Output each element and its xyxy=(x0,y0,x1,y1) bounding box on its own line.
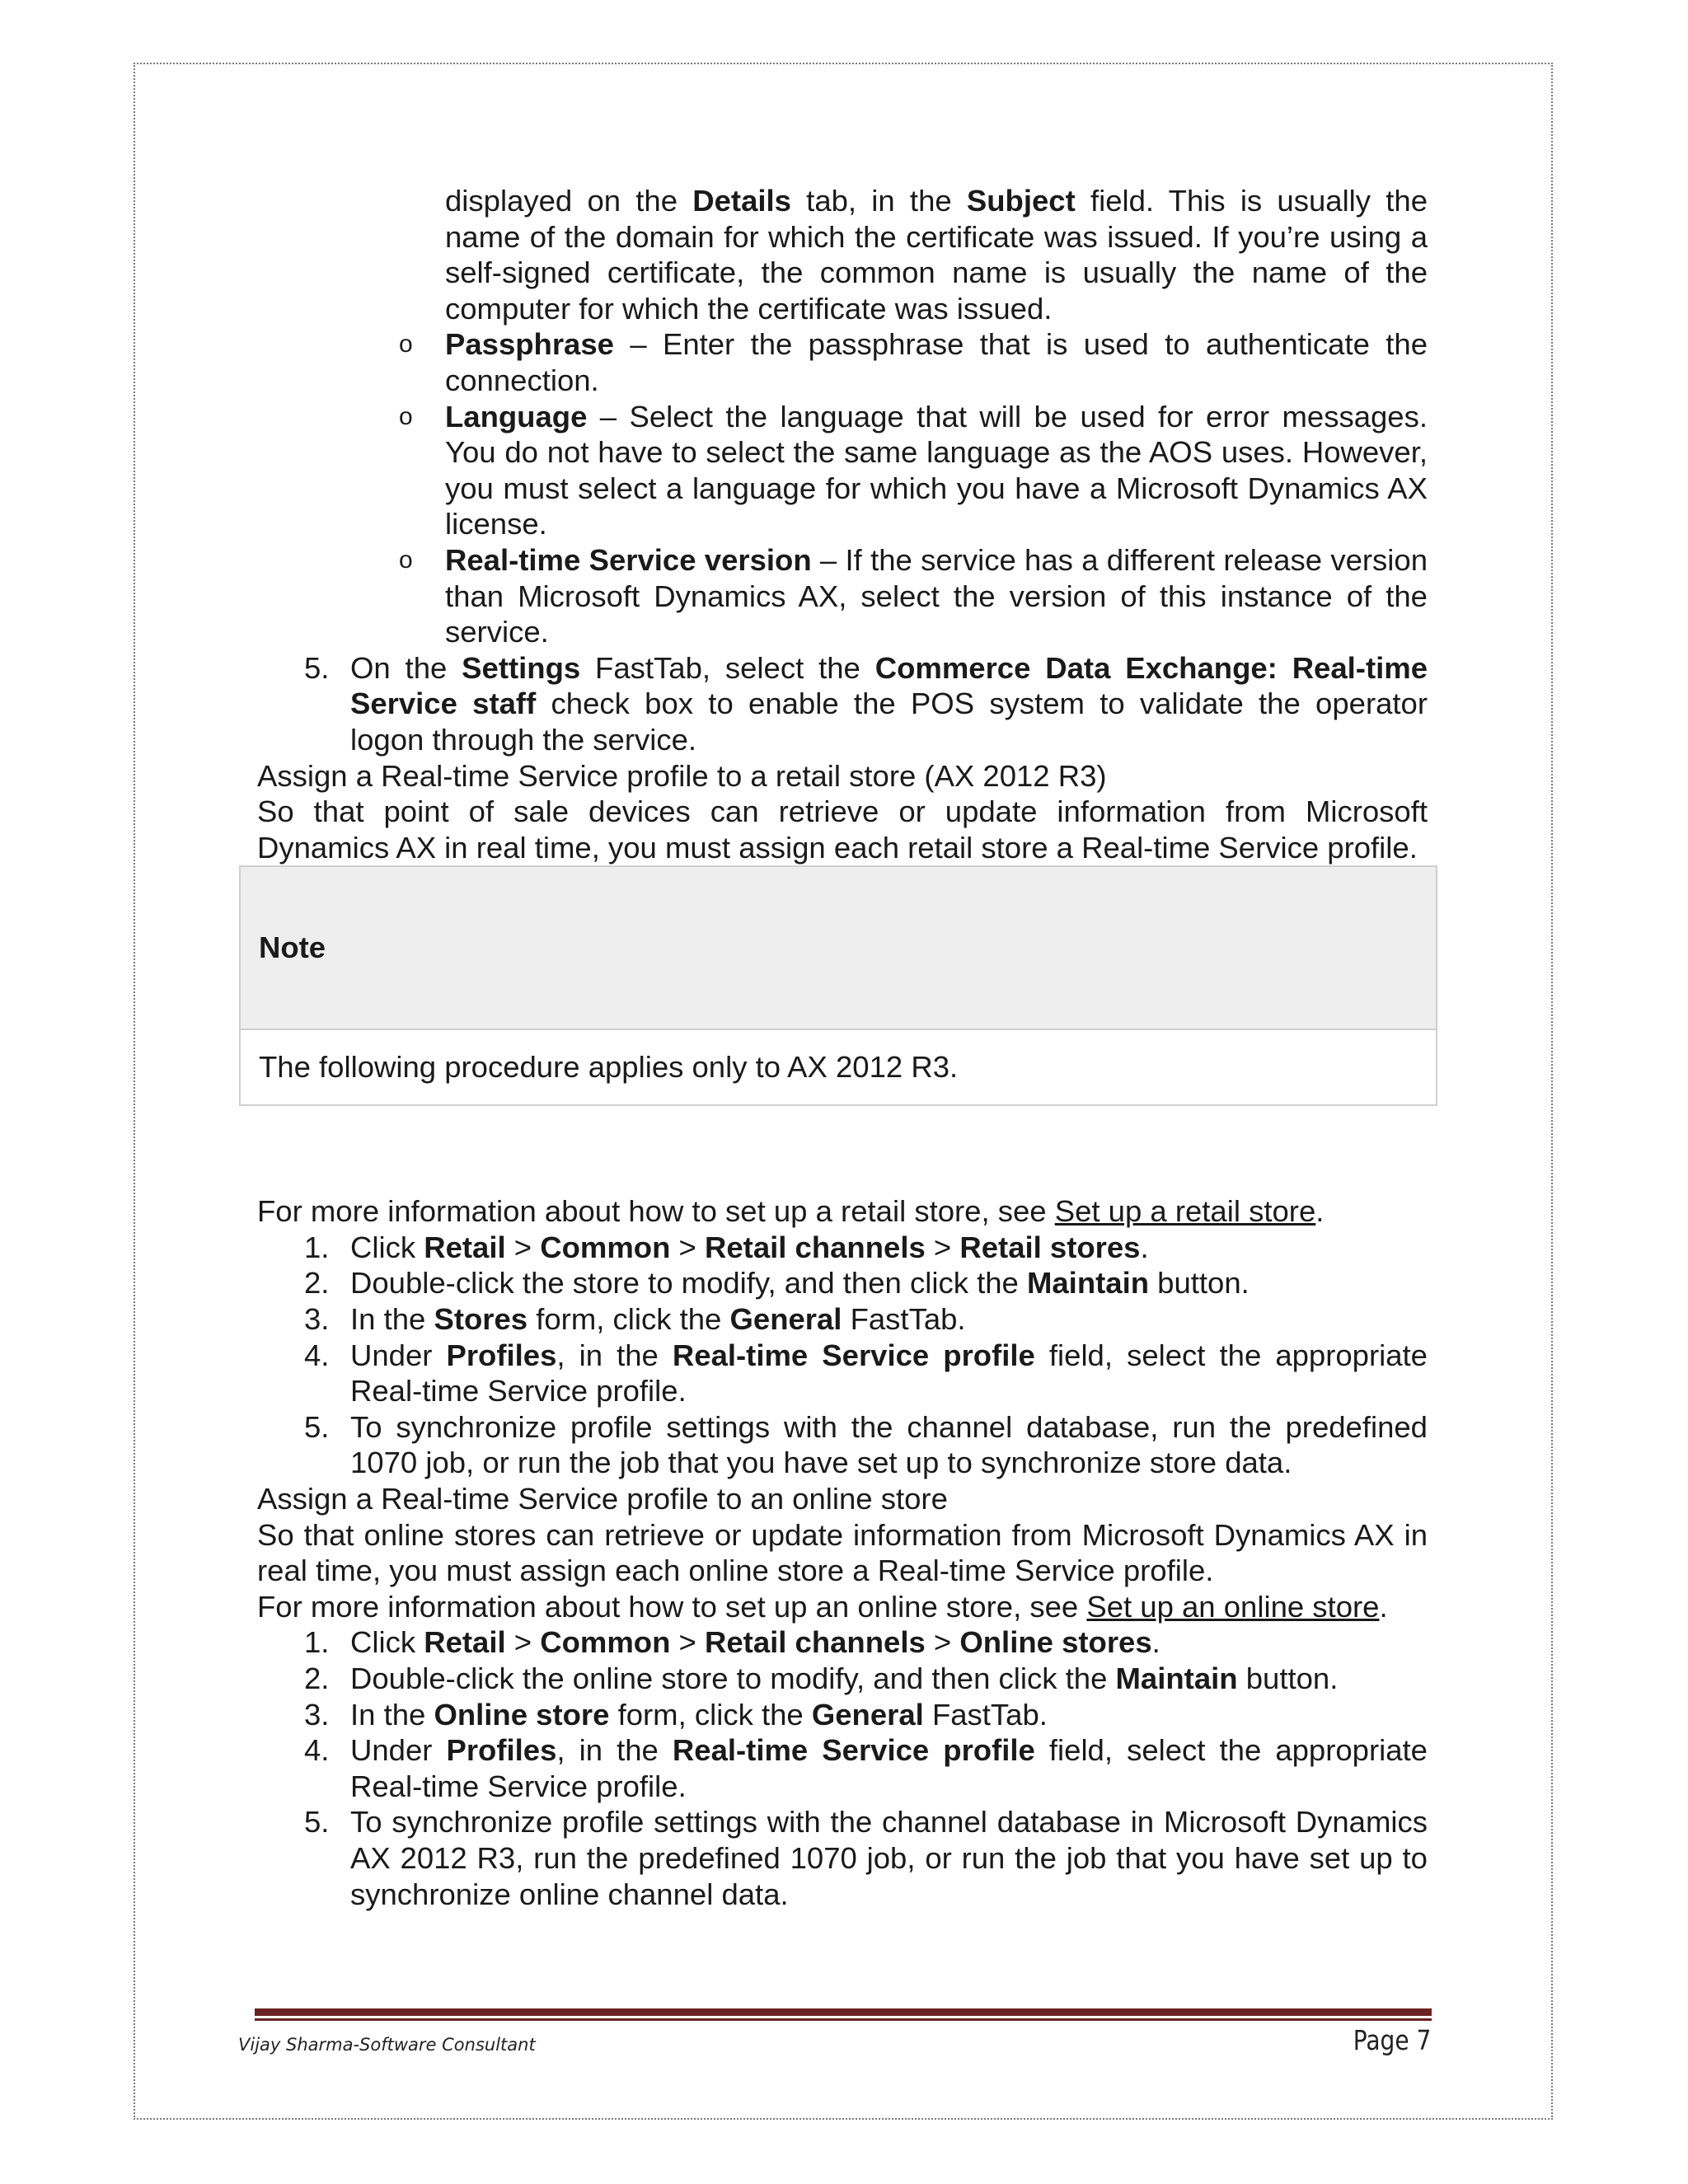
text-run: > xyxy=(925,1625,960,1660)
circle-bullet-icon: o xyxy=(399,330,413,359)
list-item xyxy=(304,1409,1428,1481)
note-box xyxy=(239,865,1437,1106)
list-number: 5. xyxy=(304,650,330,685)
text-run: . xyxy=(1140,1230,1149,1264)
common-name-continuation xyxy=(445,183,1428,326)
list-number: 3. xyxy=(304,1302,330,1337)
text-run: To synchronize profile settings with the channel database, run the predefined 1070 job, or run the job that you have set up to synchronize store data. xyxy=(350,1409,1428,1480)
text-run: > xyxy=(670,1625,705,1660)
document-body xyxy=(257,183,1428,1912)
list-number: 1. xyxy=(304,1230,330,1264)
online-store-step-list xyxy=(304,1624,1428,1912)
bold-term: Passphrase xyxy=(445,327,614,362)
bold-term: Online stores xyxy=(959,1625,1152,1660)
text-run: Click xyxy=(350,1625,424,1660)
bold-term: Real-time Service profile xyxy=(672,1338,1035,1372)
text-run: FastTab, select the xyxy=(580,650,875,685)
list-number: 4. xyxy=(304,1733,330,1768)
text-run: FastTab. xyxy=(842,1302,966,1337)
text-run: > xyxy=(505,1230,541,1264)
bold-term: Maintain xyxy=(1026,1266,1150,1301)
bold-term: Maintain xyxy=(1115,1661,1238,1695)
text-run: Double-click the store to modify, and then click the xyxy=(350,1266,1027,1301)
text-run: button. xyxy=(1237,1661,1339,1695)
footer-author: Vijay Sharma-Software Consultant xyxy=(238,2035,536,2055)
spacer xyxy=(257,1106,1428,1193)
list-number: 5. xyxy=(304,1805,330,1840)
more-info-retail-store xyxy=(257,1193,1428,1230)
text-run: > xyxy=(670,1230,705,1264)
list-number: 2. xyxy=(304,1266,330,1301)
list-item xyxy=(304,650,1428,758)
text-run: In the xyxy=(350,1697,434,1732)
bold-term: Retail xyxy=(424,1230,506,1264)
list-number: 2. xyxy=(304,1661,330,1695)
settings-step-list xyxy=(304,650,1428,758)
text-run: – Select the language that will be used for error messages. You do not have to select the same language as the AOS uses. However, you must select a language for which you have a Microsoft Dynamics AX license. xyxy=(445,399,1428,541)
text-run: Under xyxy=(350,1338,447,1372)
section-heading-online-store: Assign a Real-time Service profile to an online store xyxy=(257,1482,948,1516)
text-run: tab, in the xyxy=(790,184,967,218)
list-number: 3. xyxy=(304,1697,330,1732)
list-number: 5. xyxy=(304,1409,330,1444)
text-run: In the xyxy=(350,1302,434,1337)
text-run: For more information about how to set up an online store, see xyxy=(257,1589,1087,1624)
text-run: field. This is usually the name of the domain for which the certificate was issued. If you’re using a self-signed certificate, the common name is usually the name of the computer for which the certificate was issued. xyxy=(445,184,1428,326)
bold-term: Subject xyxy=(966,184,1076,218)
bold-term: Profiles xyxy=(446,1338,557,1372)
list-item xyxy=(304,1732,1428,1804)
sub-list xyxy=(399,183,1428,650)
list-item xyxy=(304,1338,1428,1409)
sub-item-service-version xyxy=(399,542,1428,650)
bold-term: Retail channels xyxy=(705,1230,926,1264)
list-item xyxy=(304,1804,1428,1912)
setup-retail-store-link[interactable]: Set up a retail store xyxy=(1054,1194,1316,1229)
text-run: On the xyxy=(350,650,462,685)
bold-term: Stores xyxy=(434,1302,528,1337)
text-run: Click xyxy=(350,1230,424,1264)
text-run: For more information about how to set up a retail store, see xyxy=(257,1194,1055,1229)
bold-term: Settings xyxy=(462,650,581,685)
circle-bullet-icon: o xyxy=(399,546,413,574)
section-heading-retail-store: Assign a Real-time Service profile to a retail store (AX 2012 R3) xyxy=(257,758,1107,793)
text-run: , in the xyxy=(556,1733,673,1768)
more-info-online-store xyxy=(257,1589,1428,1625)
bold-term: Retail channels xyxy=(705,1625,926,1660)
text-run: form, click the xyxy=(609,1697,812,1732)
text-run: displayed on the xyxy=(445,184,693,218)
text-run: . xyxy=(1151,1625,1160,1660)
footer-rule-thick xyxy=(255,2008,1432,2016)
list-number: 1. xyxy=(304,1625,330,1660)
text-run: . xyxy=(1315,1194,1325,1229)
text-run: To synchronize profile settings with the channel database in Microsoft Dynamics AX 2012 R3, run the predefined 1070 job, or run the job that you have set up to synchronize online channel data. xyxy=(350,1805,1428,1911)
list-item xyxy=(304,1265,1428,1301)
bold-term: Retail stores xyxy=(959,1230,1141,1264)
list-item xyxy=(304,1624,1428,1661)
text-run: button. xyxy=(1149,1266,1250,1301)
bold-term: Profiles xyxy=(446,1733,557,1768)
text-run: > xyxy=(925,1230,960,1264)
sub-item-language xyxy=(399,399,1428,542)
retail-store-step-list xyxy=(304,1230,1428,1481)
bold-term: General xyxy=(811,1697,924,1732)
setup-online-store-link[interactable]: Set up an online store xyxy=(1086,1589,1380,1624)
list-item xyxy=(304,1230,1428,1266)
section-intro-retail-store: So that point of sale devices can retrieve or update information from Microsoft Dynamics AX in real time, you must assign each retail store a Real-time Service profile. xyxy=(257,794,1428,865)
sub-item-passphrase xyxy=(399,326,1428,398)
footer-rule-thin xyxy=(255,2018,1432,2021)
bold-term: Language xyxy=(445,399,588,434)
text-run: Double-click the online store to modify, and then click the xyxy=(350,1661,1116,1695)
text-run: check box to enable the POS system to validate the operator logon through the service. xyxy=(350,687,1428,757)
text-run: form, click the xyxy=(528,1302,730,1337)
text-run: Under xyxy=(350,1733,447,1768)
bold-term: Common xyxy=(540,1230,671,1264)
bold-term: Real-time Service profile xyxy=(672,1733,1035,1768)
text-run: field, select the appropriate Real-time Service profile. xyxy=(350,1338,1428,1408)
page-number: Page 7 xyxy=(1353,2024,1431,2056)
text-run: field, select the appropriate Real-time Service profile. xyxy=(350,1733,1428,1803)
bold-term: Online store xyxy=(434,1697,610,1732)
list-item xyxy=(304,1661,1428,1697)
text-run: > xyxy=(505,1625,541,1660)
list-number: 4. xyxy=(304,1338,330,1372)
footer-rule xyxy=(255,2008,1432,2021)
note-text: The following procedure applies only to AX 2012 R3. xyxy=(259,1050,959,1085)
text-run: – If the service has a different release version than Microsoft Dynamics AX, select the version of this instance of the service. xyxy=(445,542,1428,649)
bold-term: Real-time Service version xyxy=(445,542,812,577)
note-title: Note xyxy=(259,930,326,965)
text-run: , in the xyxy=(556,1338,673,1372)
bold-term: Commerce Data Exchange: Real-time Service staff xyxy=(350,650,1428,721)
list-item xyxy=(304,1301,1428,1338)
bold-term: Retail xyxy=(424,1625,506,1660)
bold-term: General xyxy=(729,1302,842,1337)
text-run: – Enter the passphrase that is used to authenticate the connection. xyxy=(445,327,1428,397)
bold-term: Common xyxy=(540,1625,671,1660)
list-item xyxy=(304,1697,1428,1733)
text-run: FastTab. xyxy=(923,1697,1048,1732)
text-run: . xyxy=(1379,1589,1388,1624)
circle-bullet-icon: o xyxy=(399,402,413,430)
section-intro-online-store: So that online stores can retrieve or update information from Microsoft Dynamics AX in real time, you must assign each online store a Real-time Service profile. xyxy=(257,1517,1428,1588)
bold-term: Details xyxy=(692,184,791,218)
